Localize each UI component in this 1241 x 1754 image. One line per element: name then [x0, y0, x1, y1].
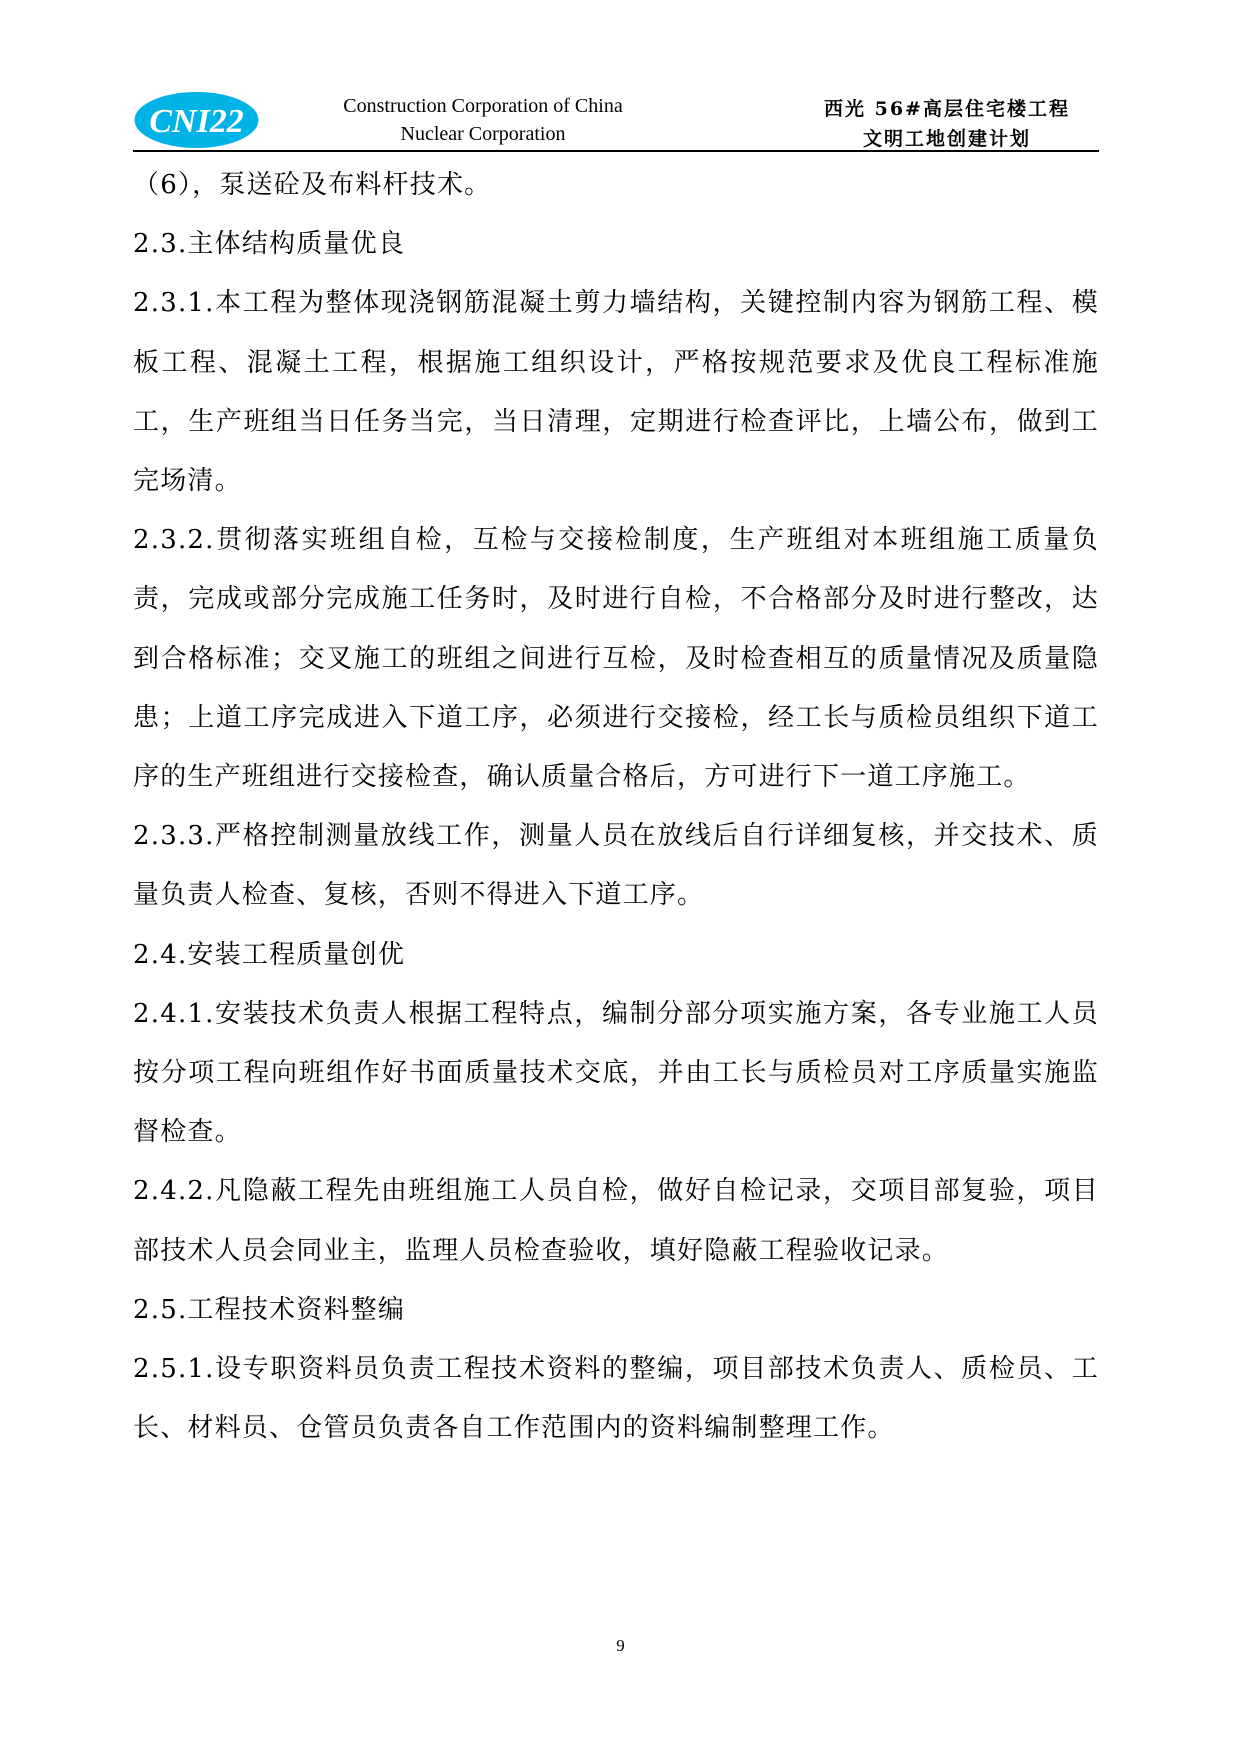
project-title-line2: 文明工地创建计划 [862, 128, 1031, 150]
corporation-name-line1: Construction Corporation of China [343, 95, 623, 117]
paragraph-2-5-1: 2.5.1.设专职资料员负责工程技术资料的整编，项目部技术负责人、质检员、工长、材料员、仓管员负责各自工作范围内的资料编制整理工作。 [133, 1354, 1099, 1444]
page-header [133, 68, 1099, 152]
list-item-6: （6），泵送砼及布料杆技术。 [133, 170, 492, 200]
paragraph-2-4-1: 2.4.1.安装技术负责人根据工程特点，编制分部分项实施方案，各专业施工人员按分项工程向班组作好书面质量技术交底，并由工长与质检员对工序质量实施监督检查。 [133, 998, 1099, 1148]
section-heading-2-3: 2.3.主体结构质量优良 [133, 229, 406, 260]
paragraph-2-3-2: 2.3.2.贯彻落实班组自检，互检与交接检制度，生产班组对本班组施工质量负责，完成或部分完成施工任务时，及时进行自检，不合格部分及时进行整改，达到合格标准；交叉施工的班组之间进行互检，及时检查相互的质量情况及质量隐患；上道工序完成进入下道工序，必须进行交接检，经工长与质检员组织下道工序的生产班组进行交接检查，确认质量合格后，方可进行下一道工序施工。 [133, 525, 1099, 793]
company-logo [133, 90, 260, 150]
paragraph-2-3-3: 2.3.3.严格控制测量放线工作，测量人员在放线后自行详细复核，并交技术、质量负责人检查、复核，否则不得进入下道工序。 [133, 821, 1099, 911]
page-number: 9 [616, 1636, 625, 1655]
paragraph-2-3-1: 2.3.1.本工程为整体现浇钢筋混凝土剪力墙结构，关键控制内容为钢筋工程、模板工程、混凝土工程，根据施工组织设计，严格按规范要求及优良工程标准施工，生产班组当日任务当完，当日清理，定期进行检查评比，上墙公布，做到工完场清。 [133, 288, 1099, 497]
header-rule [133, 150, 1099, 152]
paragraph-2-4-2: 2.4.2.凡隐蔽工程先由班组施工人员自检，做好自检记录，交项目部复验，项目部技术人员会同业主，监理人员检查验收，填好隐蔽工程验收记录。 [133, 1176, 1099, 1266]
logo-text: CNI22 [149, 103, 244, 140]
corporation-name-line2: Nuclear Corporation [400, 123, 566, 145]
corporation-name [318, 92, 648, 148]
document-body [133, 156, 1099, 1458]
section-heading-2-5: 2.5.工程技术资料整编 [133, 1294, 406, 1325]
project-title [797, 94, 1097, 154]
section-heading-2-4: 2.4.安装工程质量创优 [133, 939, 406, 970]
project-title-line1: 西光 56#高层住宅楼工程 [824, 98, 1070, 120]
